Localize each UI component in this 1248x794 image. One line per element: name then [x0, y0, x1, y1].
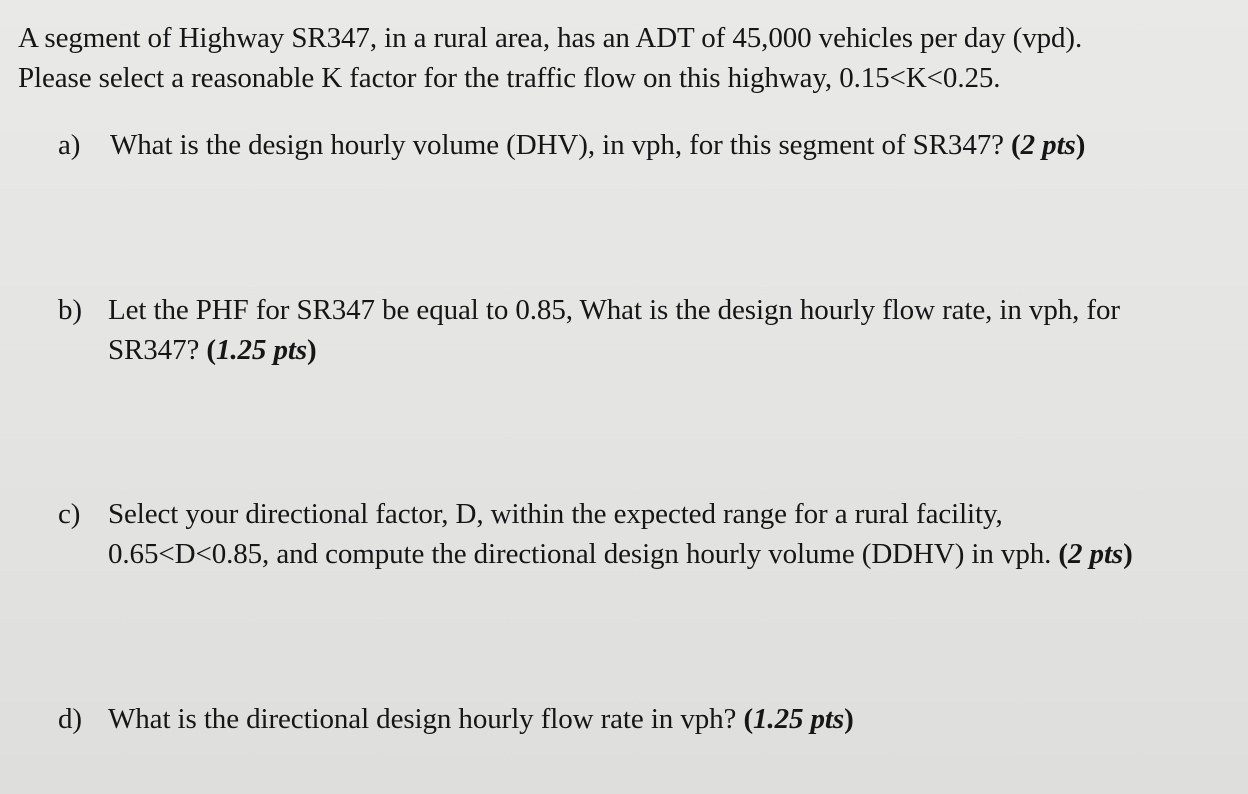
- question-b-letter: b): [58, 294, 82, 326]
- question-d-points: (1.25 pts): [743, 703, 854, 735]
- question-c-points: (2 pts): [1058, 538, 1133, 570]
- question-d-text: What is the directional design hourly flow rate in vph?: [108, 703, 744, 735]
- question-b-text: Let the PHF for SR347 be equal to 0.85, What is the design hourly flow rate, in vph, for: [108, 294, 1120, 326]
- question-d: [58, 699, 1238, 739]
- problem-statement: [18, 18, 1238, 98]
- problem-statement-line-2: Please select a reasonable K factor for the traffic flow on this highway, 0.15<K<0.25.: [18, 62, 1001, 94]
- question-b: [58, 290, 1238, 370]
- question-c-letter: c): [58, 498, 81, 530]
- question-a-points: (2 pts): [1011, 129, 1086, 161]
- question-a-text: What is the design hourly volume (DHV), in vph, for this segment of SR347?: [110, 129, 1012, 161]
- question-a-letter: a): [58, 129, 81, 161]
- question-c-text: Select your directional factor, D, within the expected range for a rural facility,: [108, 498, 1003, 530]
- question-d-letter: d): [58, 703, 82, 735]
- question-a: [58, 125, 1238, 165]
- question-c: [58, 494, 1238, 574]
- problem-statement-line-1: A segment of Highway SR347, in a rural area, has an ADT of 45,000 vehicles per day (vpd).: [18, 22, 1083, 54]
- question-c-text-continued: 0.65<D<0.85, and compute the directional design hourly volume (DDHV) in vph.: [108, 538, 1059, 570]
- question-b-text-continued: SR347?: [108, 334, 207, 366]
- question-b-points: (1.25 pts): [206, 334, 317, 366]
